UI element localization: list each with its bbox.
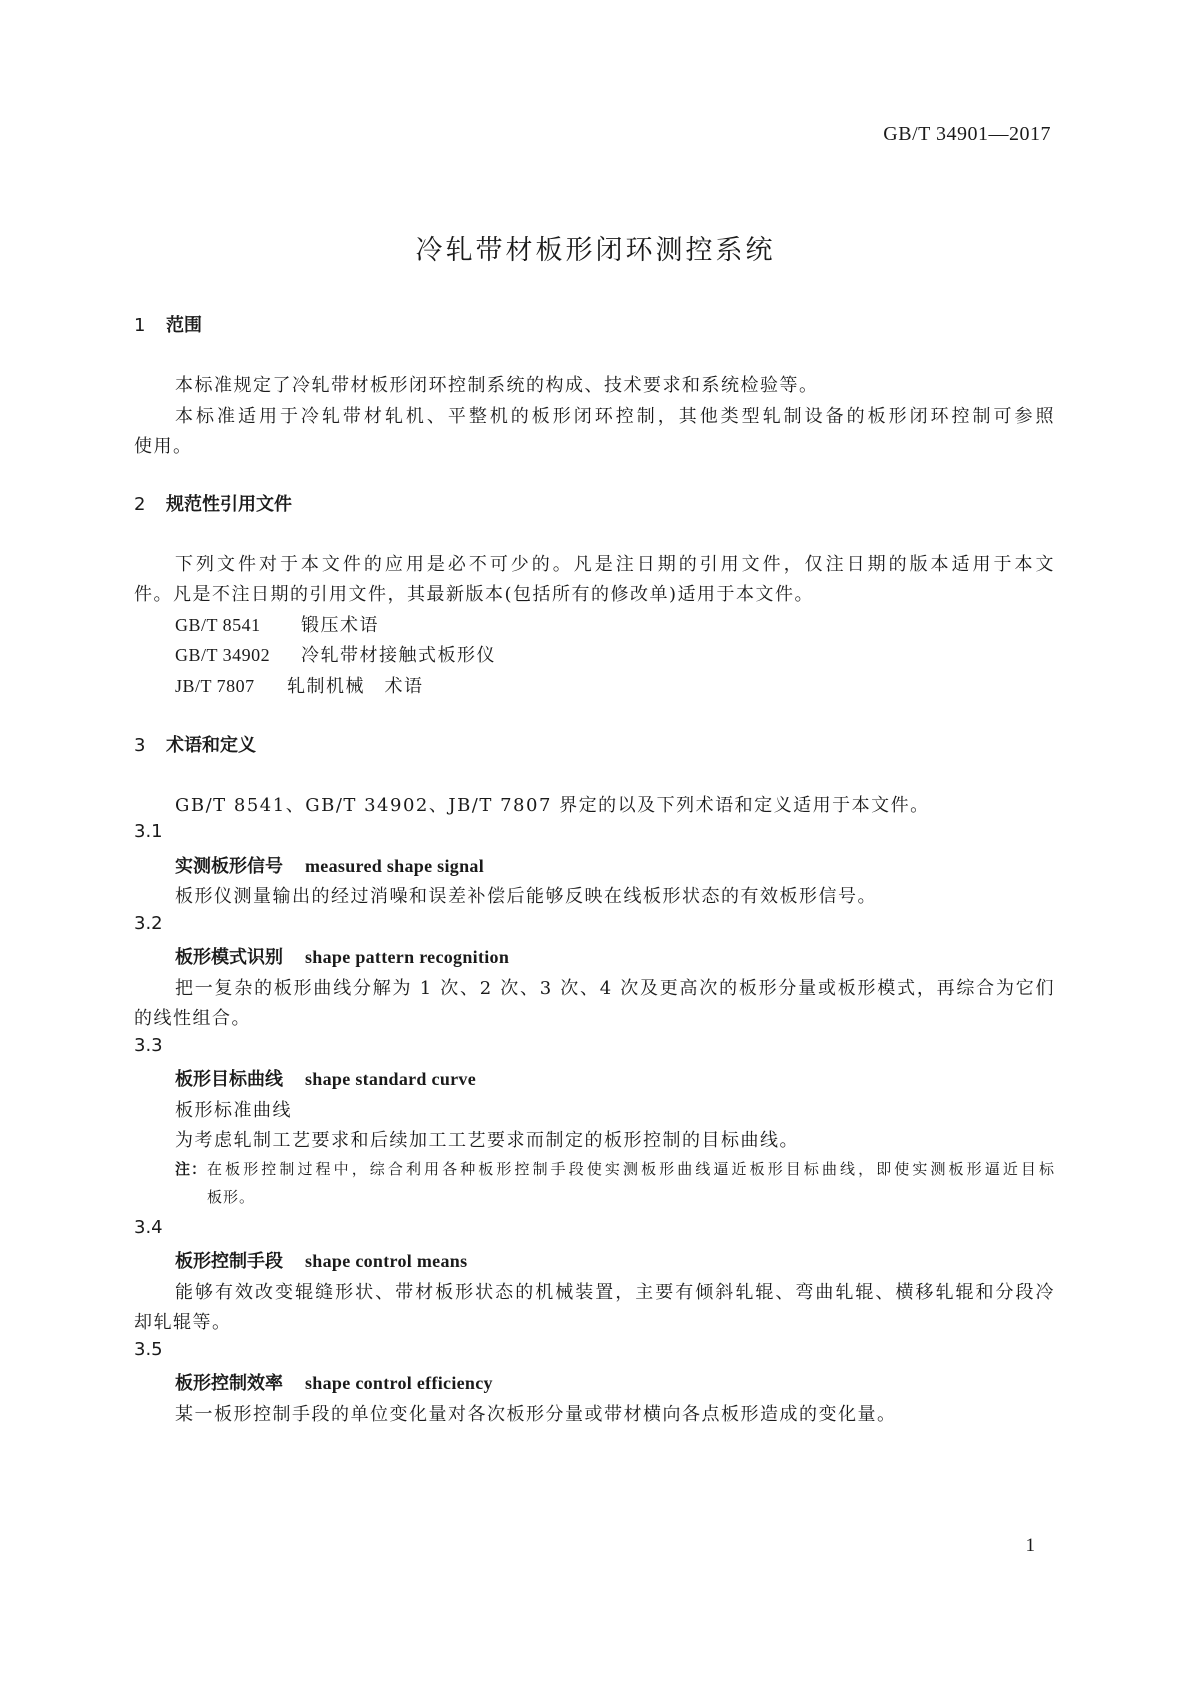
section-number: 3 bbox=[134, 735, 146, 756]
document-title: 冷轧带材板形闭环测控系统 bbox=[415, 235, 776, 266]
term-definition-line: 把一复杂的板形曲线分解为 1 次、2 次、3 次、4 次及更高次的板形分量或板形模式，再综合为它们 bbox=[175, 978, 1055, 999]
term-definition: 某一板形控制手段的单位变化量对各次板形分量或带材横向各点板形造成的变化量。 bbox=[175, 1404, 897, 1425]
term-heading bbox=[175, 852, 484, 878]
term-en: shape control efficiency bbox=[305, 1373, 493, 1393]
term-heading bbox=[175, 943, 509, 969]
term-definition: 板形仪测量输出的经过消噪和误差补偿后能够反映在线板形状态的有效板形信号。 bbox=[175, 886, 877, 907]
reference-code: GB/T 8541 bbox=[175, 615, 261, 635]
term-synonym: 板形标准曲线 bbox=[175, 1100, 292, 1121]
section-title: 规范性引用文件 bbox=[166, 494, 292, 515]
term-heading bbox=[175, 1065, 476, 1091]
reference-item bbox=[175, 641, 496, 667]
term-heading bbox=[175, 1369, 493, 1395]
page-number: 1 bbox=[1025, 1535, 1035, 1556]
term-number: 3.4 bbox=[134, 1217, 163, 1238]
term-zh: 实测板形信号 bbox=[175, 856, 283, 877]
paragraph: GB/T 8541、GB/T 34902、JB/T 7807 界定的以及下列术语和定义适用于本文件。 bbox=[175, 795, 930, 816]
reference-title: 轧制机械 术语 bbox=[287, 676, 424, 697]
term-number: 3.1 bbox=[134, 821, 163, 842]
section-number: 1 bbox=[134, 315, 146, 336]
reference-title: 锻压术语 bbox=[301, 615, 379, 636]
term-en: shape pattern recognition bbox=[305, 947, 510, 967]
section-3-heading bbox=[134, 731, 256, 757]
note-label: 注： bbox=[175, 1160, 208, 1178]
term-heading bbox=[175, 1247, 467, 1273]
paragraph-line: 件。凡是不注日期的引用文件，其最新版本(包括所有的修改单)适用于本文件。 bbox=[134, 584, 815, 605]
paragraph-line: 下列文件对于本文件的应用是必不可少的。凡是注日期的引用文件，仅注日期的版本适用于本文 bbox=[175, 554, 1055, 575]
note-text-line: 板形。 bbox=[207, 1188, 256, 1206]
term-zh: 板形模式识别 bbox=[175, 947, 283, 968]
term-number: 3.2 bbox=[134, 913, 163, 934]
term-en: shape standard curve bbox=[305, 1069, 477, 1089]
reference-item bbox=[175, 611, 379, 637]
section-2-heading bbox=[134, 490, 292, 516]
section-title: 范围 bbox=[166, 315, 202, 336]
standard-number: GB/T 34901—2017 bbox=[883, 123, 1051, 145]
term-en: measured shape signal bbox=[305, 856, 484, 876]
section-1-heading bbox=[134, 311, 202, 337]
term-definition-line: 却轧辊等。 bbox=[134, 1312, 232, 1333]
paragraph-line: 使用。 bbox=[134, 436, 193, 457]
section-title: 术语和定义 bbox=[166, 735, 256, 756]
term-number: 3.3 bbox=[134, 1035, 163, 1056]
term-en: shape control means bbox=[305, 1251, 468, 1271]
term-definition-line: 的线性组合。 bbox=[134, 1008, 251, 1029]
paragraph-line: 本标准适用于冷轧带材轧机、平整机的板形闭环控制，其他类型轧制设备的板形闭环控制可参照 bbox=[175, 406, 1055, 427]
note bbox=[175, 1158, 1055, 1179]
reference-code: JB/T 7807 bbox=[175, 676, 255, 696]
term-zh: 板形控制效率 bbox=[175, 1373, 283, 1394]
term-definition: 为考虑轧制工艺要求和后续加工工艺要求而制定的板形控制的目标曲线。 bbox=[175, 1130, 799, 1151]
term-definition-line: 能够有效改变辊缝形状、带材板形状态的机械装置，主要有倾斜轧辊、弯曲轧辊、横移轧辊和分段冷 bbox=[175, 1282, 1055, 1303]
reference-title: 冷轧带材接触式板形仪 bbox=[301, 645, 496, 666]
paragraph: 本标准规定了冷轧带材板形闭环控制系统的构成、技术要求和系统检验等。 bbox=[175, 375, 819, 396]
term-number: 3.5 bbox=[134, 1339, 163, 1360]
note-text-line: 在板形控制过程中，综合利用各种板形控制手段使实测板形曲线逼近板形目标曲线，即使实测板形逼近目标 bbox=[207, 1160, 1055, 1178]
section-number: 2 bbox=[134, 494, 146, 515]
term-zh: 板形控制手段 bbox=[175, 1251, 283, 1272]
reference-item bbox=[175, 672, 424, 698]
reference-code: GB/T 34902 bbox=[175, 645, 271, 665]
term-zh: 板形目标曲线 bbox=[175, 1069, 283, 1090]
